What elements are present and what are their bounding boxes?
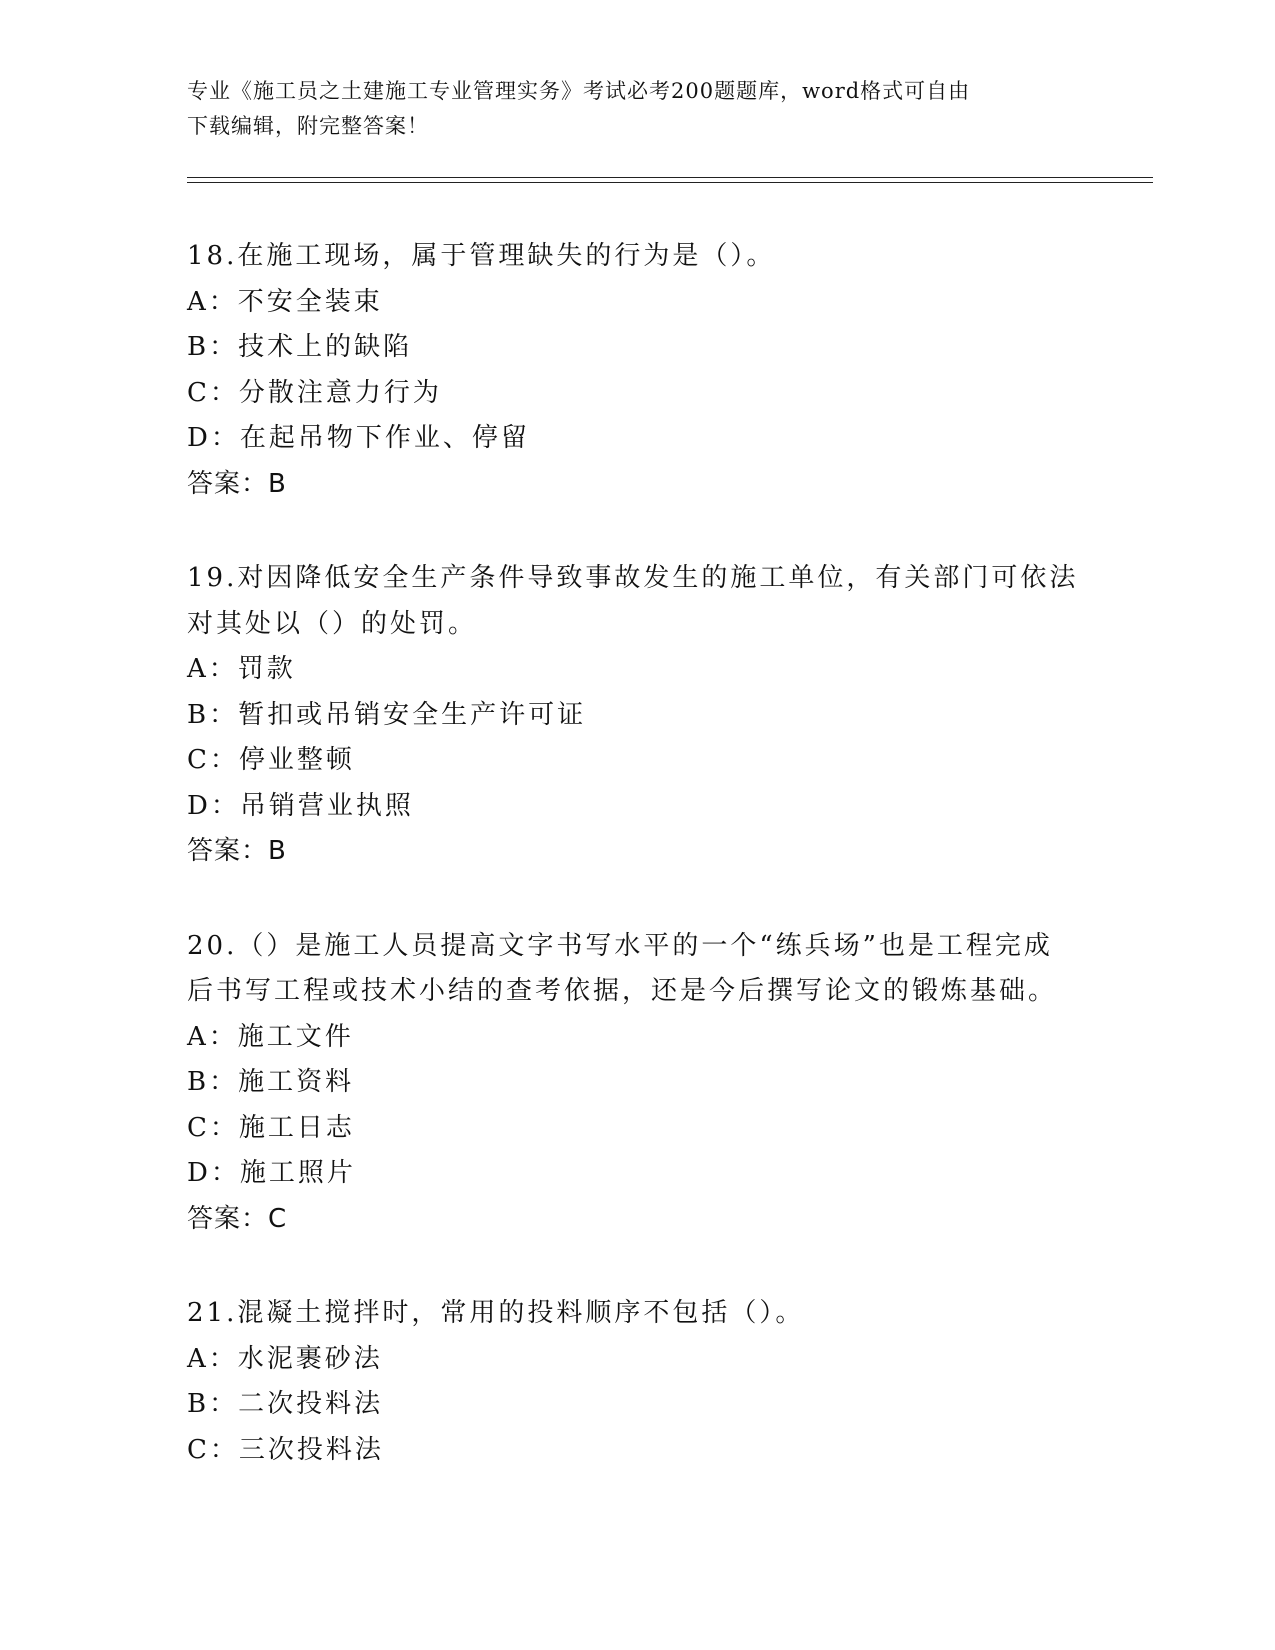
option-d: D：施工照片 <box>187 1158 356 1188</box>
document-header <box>187 74 1067 144</box>
question-stem-continued: 对其处以（）的处罚。 <box>187 608 478 639</box>
option-b: B：施工资料 <box>187 1067 355 1097</box>
question-list <box>187 234 1087 1522</box>
question-stem: 21.混凝土搅拌时，常用的投料顺序不包括（）。 <box>187 1298 805 1328</box>
option-b: B：技术上的缺陷 <box>187 332 413 362</box>
answer: 答案：B <box>187 468 287 499</box>
option-a: A：不安全装束 <box>187 286 383 317</box>
answer: 答案：B <box>187 836 287 866</box>
option-c: C：停业整顿 <box>187 745 355 775</box>
answer: 答案：C <box>187 1203 288 1234</box>
question-stem: 18.在施工现场，属于管理缺失的行为是（）。 <box>187 241 776 271</box>
option-a: A：施工文件 <box>187 1021 354 1052</box>
question-stem: 19.对因降低安全生产条件导致事故发生的施工单位，有关部门可依法 <box>187 563 1079 593</box>
header-rule-top <box>187 177 1153 178</box>
option-a: A：罚款 <box>187 654 296 684</box>
question-21 <box>187 1291 1087 1473</box>
question-19 <box>187 556 1087 875</box>
question-stem-continued: 后书写工程或技术小结的查考依据，还是今后撰写论文的锻炼基础。 <box>187 976 1058 1006</box>
option-c: C：分散注意力行为 <box>187 377 442 408</box>
option-d: D：吊销营业执照 <box>187 790 414 821</box>
question-18 <box>187 234 1087 507</box>
option-b: B：二次投料法 <box>187 1389 384 1419</box>
question-20 <box>187 924 1087 1243</box>
option-b: B：暂扣或吊销安全生产许可证 <box>187 699 587 730</box>
header-line-2: 下载编辑，附完整答案！ <box>187 114 429 138</box>
option-d: D：在起吊物下作业、停留 <box>187 423 530 453</box>
header-rule-bottom <box>187 182 1153 183</box>
option-c: C：施工日志 <box>187 1112 355 1143</box>
option-a: A：水泥裹砂法 <box>187 1343 383 1374</box>
header-line-1: 专业《施工员之土建施工专业管理实务》考试必考200题题库，word格式可自由 <box>187 79 971 103</box>
question-stem: 20.（）是施工人员提高文字书写水平的一个“练兵场”也是工程完成 <box>187 930 1053 961</box>
option-c: C：三次投料法 <box>187 1434 384 1465</box>
